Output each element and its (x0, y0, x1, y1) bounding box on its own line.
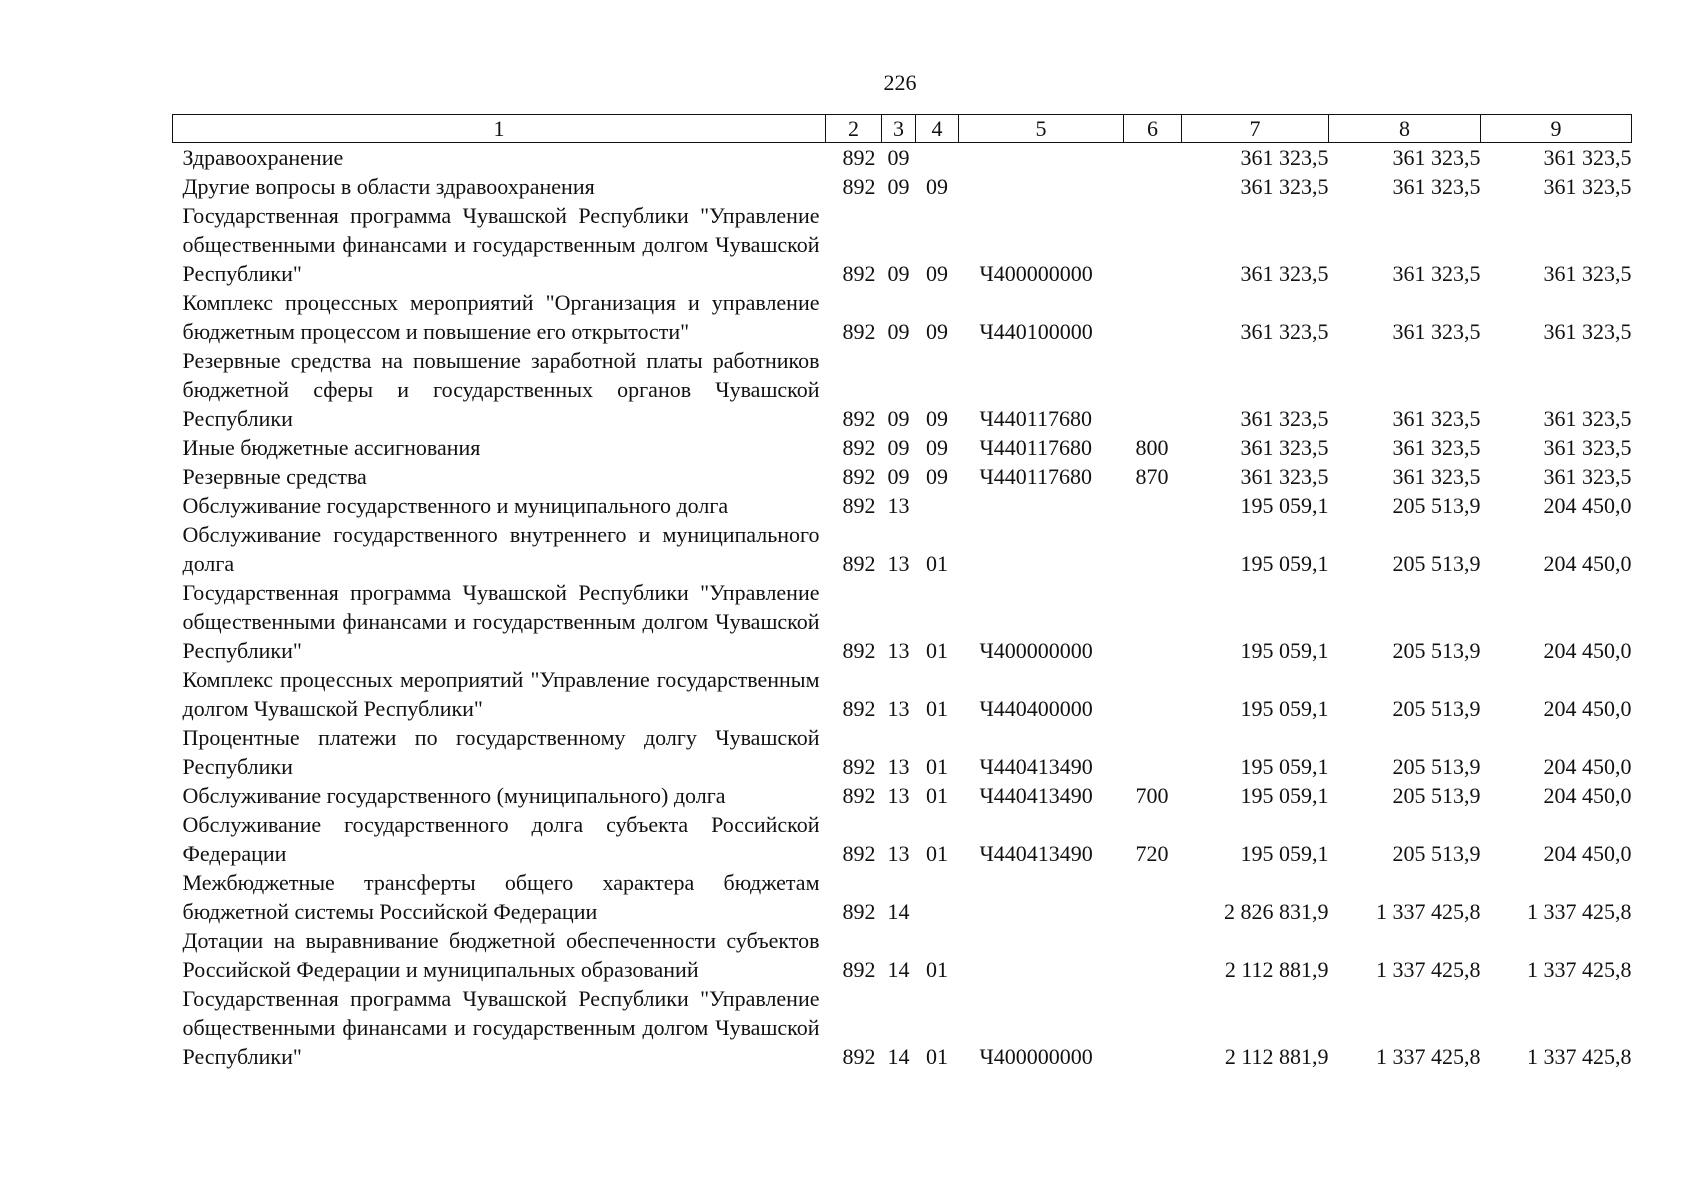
table-row (173, 984, 1632, 1071)
amount-year-3: 204 450,0 (1543, 841, 1632, 866)
expense-type-code: 870 (1135, 464, 1169, 489)
amount-year-1: 195 059,1 (1240, 841, 1329, 866)
row-description: Государственная программа Чувашской Республики "Управление общественными финансами и государственным долгом Чувашской Республики" (182, 580, 820, 663)
ministry-code: 892 (842, 551, 876, 576)
column-header: 1 (173, 115, 826, 143)
target-article-code: Ч400000000 (979, 261, 1093, 286)
table-row (173, 781, 1632, 810)
amount-year-1: 2 826 831,9 (1224, 899, 1329, 924)
ministry-code: 892 (842, 957, 876, 982)
row-description: Обслуживание государственного (муниципального) долга (182, 783, 726, 808)
target-article-code: Ч440400000 (979, 696, 1093, 721)
expense-type-code (1124, 665, 1182, 723)
amount-year-2: 205 513,9 (1392, 783, 1481, 808)
amount-year-3: 1 337 425,8 (1527, 1044, 1632, 1069)
amount-year-2: 205 513,9 (1392, 841, 1481, 866)
amount-year-3: 361 323,5 (1543, 174, 1632, 199)
row-description: Иные бюджетные ассигнования (182, 435, 481, 460)
amount-year-2: 1 337 425,8 (1376, 899, 1481, 924)
row-description: Обслуживание государственного долга субъекта Российской Федерации (182, 812, 820, 866)
subsection-code (916, 868, 959, 926)
table-row (173, 462, 1632, 491)
ministry-code: 892 (842, 493, 876, 518)
amount-year-2: 205 513,9 (1392, 754, 1481, 779)
subsection-code: 01 (926, 783, 948, 808)
ministry-code: 892 (842, 638, 876, 663)
target-article-code (959, 143, 1124, 173)
amount-year-1: 361 323,5 (1240, 145, 1329, 170)
expense-type-code (1124, 520, 1182, 578)
ministry-code: 892 (842, 174, 876, 199)
ministry-code: 892 (842, 696, 876, 721)
ministry-code: 892 (842, 435, 876, 460)
ministry-code: 892 (842, 464, 876, 489)
row-description: Обслуживание государственного и муниципального долга (182, 493, 729, 518)
section-code: 09 (887, 145, 910, 170)
amount-year-1: 361 323,5 (1240, 435, 1329, 460)
amount-year-3: 204 450,0 (1543, 551, 1632, 576)
expense-type-code (1124, 346, 1182, 433)
amount-year-2: 361 323,5 (1392, 145, 1481, 170)
table-row (173, 172, 1632, 201)
amount-year-1: 361 323,5 (1240, 261, 1329, 286)
subsection-code (916, 143, 959, 173)
table-row (173, 288, 1632, 346)
amount-year-3: 361 323,5 (1543, 406, 1632, 431)
amount-year-2: 205 513,9 (1392, 638, 1481, 663)
subsection-code: 01 (926, 1044, 948, 1069)
expense-type-code (1124, 868, 1182, 926)
amount-year-3: 1 337 425,8 (1527, 899, 1632, 924)
column-header: 8 (1329, 115, 1481, 143)
target-article-code: Ч400000000 (979, 638, 1093, 663)
target-article-code: Ч440117680 (979, 464, 1092, 489)
table-row (173, 578, 1632, 665)
row-description: Дотации на выравнивание бюджетной обеспеченности субъектов Российской Федерации и муниципальных образований (182, 928, 820, 982)
target-article-code: Ч440117680 (979, 406, 1092, 431)
column-header: 6 (1124, 115, 1182, 143)
amount-year-3: 1 337 425,8 (1527, 957, 1632, 982)
subsection-code (916, 491, 959, 520)
column-header: 3 (882, 115, 916, 143)
column-header: 4 (916, 115, 959, 143)
amount-year-2: 361 323,5 (1392, 261, 1481, 286)
ministry-code: 892 (842, 1044, 876, 1069)
amount-year-2: 1 337 425,8 (1376, 1044, 1481, 1069)
target-article-code: Ч440413490 (979, 841, 1093, 866)
expense-type-code (1124, 201, 1182, 288)
amount-year-2: 205 513,9 (1392, 696, 1481, 721)
amount-year-1: 361 323,5 (1240, 464, 1329, 489)
table-row (173, 346, 1632, 433)
section-code: 13 (887, 783, 910, 808)
row-description: Резервные средства (182, 464, 367, 489)
amount-year-1: 361 323,5 (1240, 319, 1329, 344)
expense-type-code (1124, 172, 1182, 201)
section-code: 09 (887, 435, 910, 460)
amount-year-1: 2 112 881,9 (1224, 957, 1329, 982)
amount-year-3: 361 323,5 (1543, 145, 1632, 170)
amount-year-3: 204 450,0 (1543, 493, 1632, 518)
amount-year-2: 361 323,5 (1392, 174, 1481, 199)
subsection-code: 09 (926, 174, 948, 199)
ministry-code: 892 (842, 145, 876, 170)
subsection-code: 01 (926, 841, 948, 866)
table-body (173, 143, 1632, 1072)
table-row (173, 143, 1632, 173)
amount-year-3: 204 450,0 (1543, 696, 1632, 721)
amount-year-2: 361 323,5 (1392, 319, 1481, 344)
amount-year-3: 361 323,5 (1543, 435, 1632, 460)
amount-year-2: 1 337 425,8 (1376, 957, 1481, 982)
amount-year-1: 195 059,1 (1240, 493, 1329, 518)
section-code: 09 (887, 319, 910, 344)
table-row (173, 926, 1632, 984)
row-description: Другие вопросы в области здравоохранения (182, 174, 595, 199)
ministry-code: 892 (842, 261, 876, 286)
expense-type-code: 700 (1135, 783, 1169, 808)
table-row (173, 665, 1632, 723)
column-header: 7 (1182, 115, 1329, 143)
row-description: Комплекс процессных мероприятий "Управление государственным долгом Чувашской Республики" (182, 667, 820, 721)
subsection-code: 09 (926, 435, 948, 460)
section-code: 09 (887, 174, 910, 199)
section-code: 13 (887, 493, 910, 518)
amount-year-3: 361 323,5 (1543, 261, 1632, 286)
amount-year-1: 195 059,1 (1240, 551, 1329, 576)
section-code: 09 (887, 464, 910, 489)
target-article-code: Ч440100000 (979, 319, 1093, 344)
amount-year-1: 195 059,1 (1240, 783, 1329, 808)
amount-year-3: 204 450,0 (1543, 783, 1632, 808)
ministry-code: 892 (842, 754, 876, 779)
table-row (173, 201, 1632, 288)
target-article-code: Ч440117680 (979, 435, 1092, 460)
row-description: Здравоохранение (182, 145, 344, 170)
target-article-code (959, 926, 1124, 984)
ministry-code: 892 (842, 406, 876, 431)
ministry-code: 892 (842, 841, 876, 866)
amount-year-1: 2 112 881,9 (1224, 1044, 1329, 1069)
row-description: Процентные платежи по государственному долгу Чувашской Республики (182, 725, 820, 779)
target-article-code (959, 520, 1124, 578)
ministry-code: 892 (842, 899, 876, 924)
section-code: 13 (887, 696, 910, 721)
table-row (173, 433, 1632, 462)
amount-year-1: 361 323,5 (1240, 406, 1329, 431)
expense-type-code: 800 (1135, 435, 1169, 460)
subsection-code: 01 (926, 638, 948, 663)
subsection-code: 01 (926, 551, 948, 576)
section-code: 13 (887, 551, 910, 576)
amount-year-1: 195 059,1 (1240, 638, 1329, 663)
target-article-code (959, 172, 1124, 201)
column-header: 2 (826, 115, 882, 143)
target-article-code (959, 491, 1124, 520)
target-article-code: Ч400000000 (979, 1044, 1093, 1069)
subsection-code: 01 (926, 754, 948, 779)
section-code: 09 (887, 406, 910, 431)
subsection-code: 09 (926, 261, 948, 286)
expense-type-code (1124, 288, 1182, 346)
amount-year-3: 361 323,5 (1543, 464, 1632, 489)
table-row (173, 520, 1632, 578)
ministry-code: 892 (842, 319, 876, 344)
amount-year-2: 361 323,5 (1392, 435, 1481, 460)
amount-year-1: 361 323,5 (1240, 174, 1329, 199)
expense-type-code (1124, 578, 1182, 665)
budget-table (172, 114, 1632, 1071)
table-header-row (173, 115, 1632, 143)
table-row (173, 810, 1632, 868)
row-description: Резервные средства на повышение заработной платы работников бюджетной сферы и государственных органов Чувашской Республики (182, 348, 820, 431)
table-row (173, 491, 1632, 520)
subsection-code: 01 (926, 696, 948, 721)
amount-year-3: 204 450,0 (1543, 754, 1632, 779)
section-code: 09 (887, 261, 910, 286)
column-header: 9 (1481, 115, 1632, 143)
amount-year-2: 205 513,9 (1392, 551, 1481, 576)
target-article-code: Ч440413490 (979, 754, 1093, 779)
expense-type-code (1124, 143, 1182, 173)
target-article-code (959, 868, 1124, 926)
column-header: 5 (959, 115, 1124, 143)
section-code: 14 (887, 1044, 910, 1069)
section-code: 13 (887, 638, 910, 663)
section-code: 14 (887, 957, 910, 982)
subsection-code: 01 (926, 957, 948, 982)
section-code: 13 (887, 754, 910, 779)
expense-type-code (1124, 723, 1182, 781)
expense-type-code (1124, 984, 1182, 1071)
row-description: Комплекс процессных мероприятий "Организация и управление бюджетным процессом и повышение его открытости" (182, 290, 820, 344)
subsection-code: 09 (926, 406, 948, 431)
amount-year-1: 195 059,1 (1240, 754, 1329, 779)
page-number: 226 (883, 70, 917, 95)
table-row (173, 723, 1632, 781)
table-row (173, 868, 1632, 926)
target-article-code: Ч440413490 (979, 783, 1093, 808)
amount-year-2: 361 323,5 (1392, 406, 1481, 431)
expense-type-code: 720 (1135, 841, 1169, 866)
row-description: Государственная программа Чувашской Республики "Управление общественными финансами и государственным долгом Чувашской Республики" (182, 203, 820, 286)
amount-year-2: 205 513,9 (1392, 493, 1481, 518)
amount-year-3: 361 323,5 (1543, 319, 1632, 344)
section-code: 14 (887, 899, 910, 924)
row-description: Обслуживание государственного внутреннего и муниципального долга (182, 522, 820, 576)
expense-type-code (1124, 926, 1182, 984)
row-description: Межбюджетные трансферты общего характера бюджетам бюджетной системы Российской Федерации (182, 870, 820, 924)
amount-year-2: 361 323,5 (1392, 464, 1481, 489)
amount-year-1: 195 059,1 (1240, 696, 1329, 721)
subsection-code: 09 (926, 464, 948, 489)
amount-year-3: 204 450,0 (1543, 638, 1632, 663)
row-description: Государственная программа Чувашской Республики "Управление общественными финансами и государственным долгом Чувашской Республики" (182, 986, 820, 1069)
expense-type-code (1124, 491, 1182, 520)
subsection-code: 09 (926, 319, 948, 344)
ministry-code: 892 (842, 783, 876, 808)
section-code: 13 (887, 841, 910, 866)
